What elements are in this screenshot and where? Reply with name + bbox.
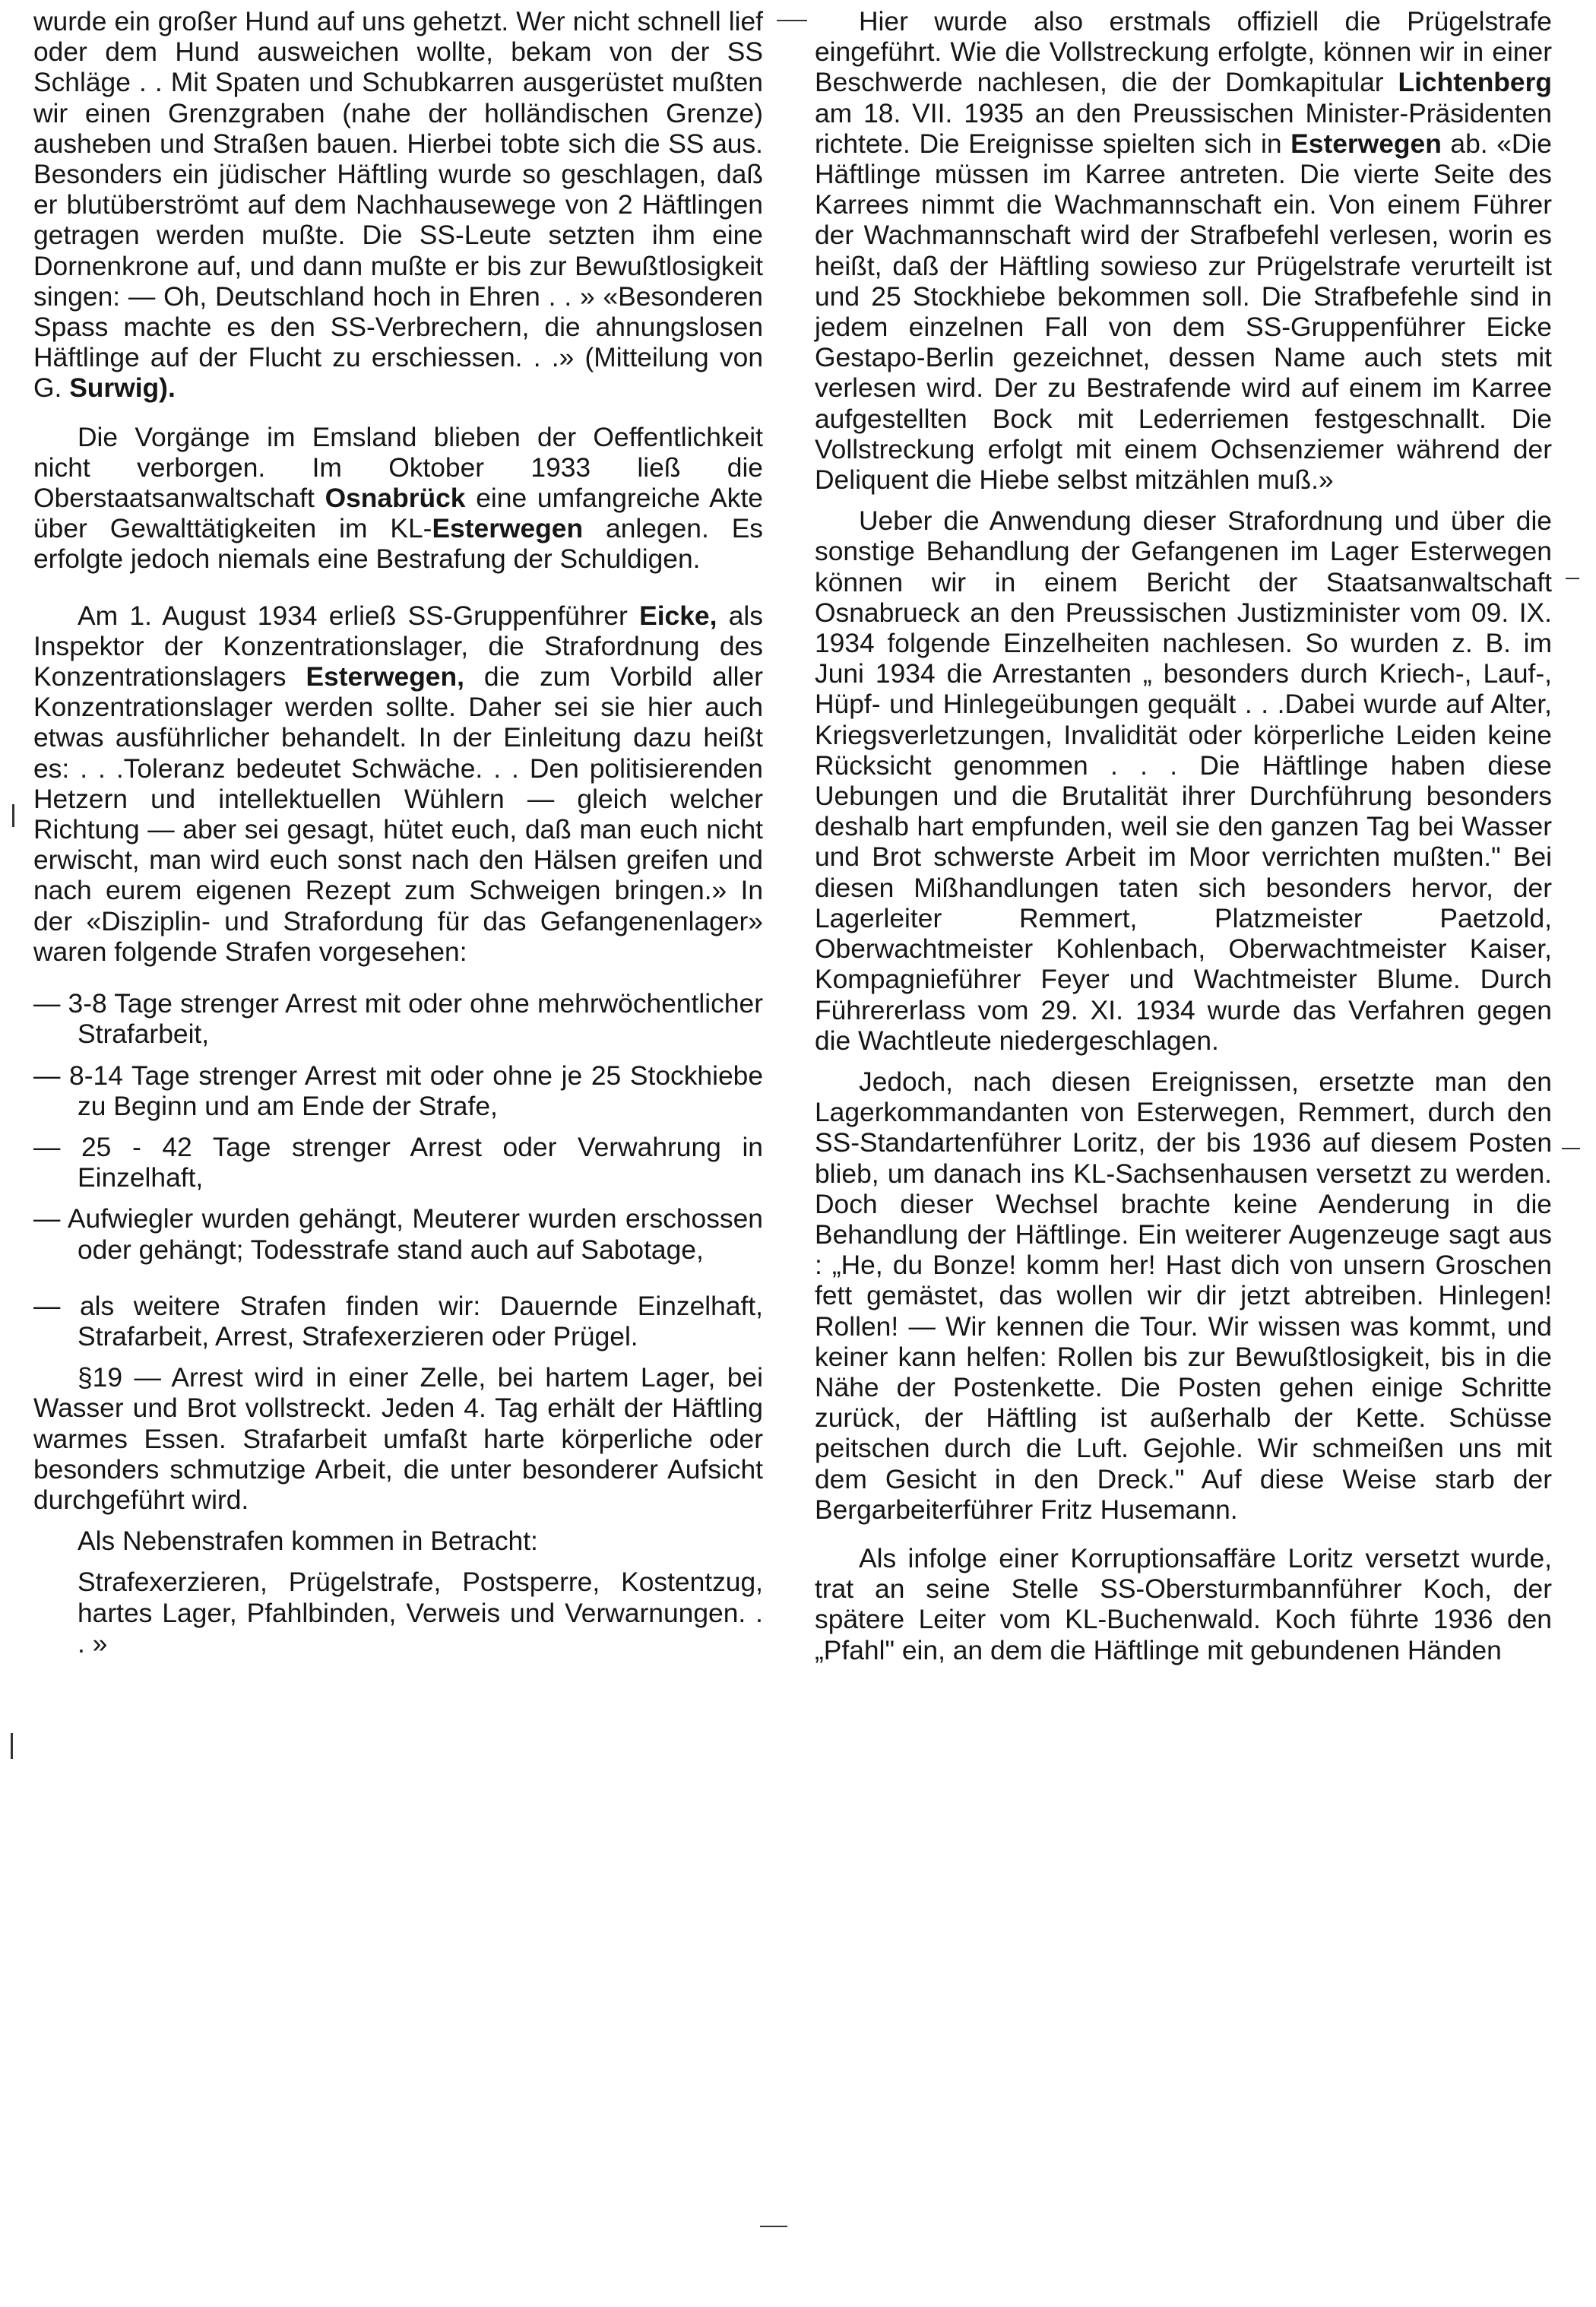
list-item: — 25 - 42 Tage strenger Arrest oder Verwahrung in Einzelhaft, [33, 1131, 763, 1193]
paragraph-koch: Als infolge einer Korruptionsaffäre Loritz versetzt wurde, trat an seine Stelle SS-Obersturmbannführer Koch, der spätere Leiter vom KL-Buchenwald. Koch führte 1936 den „Pfahl" ein, an dem die Häftlinge mit gebundenen Händen [815, 1542, 1552, 1665]
list-item-extra: — als weitere Strafen finden wir: Dauernde Einzelhaft, Strafarbeit, Arrest, Strafexerzieren oder Prügel. [33, 1290, 763, 1352]
list-item: — Aufwiegler wurden gehängt, Meuterer wurden erschossen oder gehängt; Todesstrafe stand auch auf Sabotage, [33, 1203, 763, 1265]
paragraph-strafordnung: Ueber die Anwendung dieser Strafordnung und über die sonstige Behandlung der Gefangenen im Lager Esterwegen können wir in einem Bericht der Staatsanwaltschaft Osnabrueck an den Preussischen Justizminister vom 09. IX. 1934 folgende Einzelheiten nachlesen. So wurden z. B. im Juni 1934 die Arrestanten „ besonders durch Kriech-, Lauf-, Hüpf- und Hinlegeübungen gequält . . .Dabei wurde auf Alter, Kriegsverletzungen, Invalidität oder körperliche Leiden keine Rücksicht genommen . . . Die Häftlinge haben diese Uebungen und die Brutalität ihrer Durchführung besonders deshalb hart empfunden, weil sie den ganzen Tag bei Wasser und Brot schwerste Arbeit im Moor verrichten mußten." Bei diesen Mißhandlungen taten sich besonders hervor, der Lagerleiter Remmert, Platzmeister Paetzold, Oberwachtmeister Kohlenbach, Oberwachtmeister Kaiser, Kompagnieführer Feyer und Wachtmeister Blume. Durch Führererlass vom 29. XI. 1934 wurde das Verfahren gegen die Wachtleute niedergeschlagen. [815, 505, 1552, 1056]
list-item: — 8-14 Tage strenger Arrest mit oder ohne je 25 Stockhiebe zu Beginn und am Ende der Strafe, [33, 1060, 763, 1121]
paragraph-pruegelstrafe: Hier wurde also erstmals offiziell die Prügelstrafe eingeführt. Wie die Vollstreckung erfolgte, können wir in einer Beschwerde nachlesen, die der Domkapitular Lichtenberg am 18. VII. 1935 an den Preussischen Minister-Präsidenten richtete. Die Ereignisse spielten sich in Esterwegen ab. «Die Häftlinge müssen im Karree antreten. Die vierte Seite des Karrees nimmt die Wachmannschaft ein. Von einem Führer der Wachmannschaft wird der Strafbefehl verlesen, worin es heißt, daß der Häftling sowieso zur Prügelstrafe verurteilt ist und 25 Stockhiebe bekommen soll. Die Strafbefehle sind in jedem einzelnen Fall von dem SS-Gruppenführer Eicke Gestapo-Berlin gezeichnet, dessen Name auch stets mit verlesen wird. Der zu Bestrafende wird auf einem im Karree aufgestellten Bock mit Lederriemen festgeschnallt. Die Vollstreckung erfolgt mit einem Ochsenziemer während der Deliquent die Hiebe selbst mitzählen muß.» [815, 6, 1552, 496]
nebenstrafen-title: Als Nebenstrafen kommen in Betracht: [78, 1526, 538, 1557]
paragraph-hund: wurde ein großer Hund auf uns gehetzt. Wer nicht schnell lief oder dem Hund ausweichen wollte, bekam von der SS Schläge . . Mit Spaten und Schubkarren ausgerüstet mußten wir einen Grenzgraben (nahe der holländischen Grenze) ausheben und Straßen bauen. Hierbei tobte sich die SS aus. Besonders ein jüdischer Häftling wurde so geschlagen, daß er blutüberströmt auf dem Nachhausewege von 2 Häftlingen getragen werden mußte. Die SS-Leute setzten ihm eine Dornenkrone auf, und dann mußte er bis zur Bewußtlosigkeit singen: — Oh, Deutschland hoch in Ehren . . » «Besonderen Spass machte es den SS-Verbrechern, die ahnungslosen Häftlinge auf der Flucht zu erschiessen. . .» (Mitteilung von G. Surwig). [33, 6, 763, 404]
scan-mark [777, 20, 807, 21]
paragraph-emsland: Die Vorgänge im Emsland blieben der Oeffentlichkeit nicht verborgen. Im Oktober 1933 ließ die Oberstaatsanwaltschaft Osnabrück eine umfangreiche Akte über Gewalttätigkeiten im KL-Esterwegen anlegen. Es erfolgte jedoch niemals eine Bestrafung der Schuldigen. [33, 421, 763, 575]
paragraph-eicke: Am 1. August 1934 erließ SS-Gruppenführer Eicke, als Inspektor der Konzentrationslager, die Strafordnung des Konzentrationslagers Esterwegen, die zum Vorbild aller Konzentrationslager werden sollte. Daher sei sie hier auch etwas ausführlicher behandelt. In der Einleitung dazu heißt es: . . .Toleranz bedeutet Schwäche. . . Den politisierenden Hetzern und intellektuellen Wühlern — gleich welcher Richtung — aber sei gesagt, hütet euch, daß man euch nicht erwischt, man wird euch sonst nach den Hälsen greifen und nach eurem eigenen Rezept zum Schweigen bringen.» In der «Disziplin- und Strafordung für das Gefangenenlager» waren folgende Strafen vorgesehen: [33, 600, 763, 967]
name-surwig: Surwig). [69, 372, 176, 404]
scan-mark [1566, 578, 1579, 579]
left-column [33, 6, 763, 1659]
paragraph-19: §19 — Arrest wird in einer Zelle, bei hartem Lager, bei Wasser und Brot vollstreckt. Jeden 4. Tag erhält der Häftling warmes Essen. Strafarbeit umfaßt harte körperliche oder besonders schmutzige Arbeit, die unter besonderer Aufsicht durchgeführt wird. [33, 1362, 763, 1515]
list-item: — 3-8 Tage strenger Arrest mit oder ohne mehrwöchentlicher Strafarbeit, [33, 988, 763, 1050]
right-column [815, 6, 1552, 1665]
scan-mark [760, 2226, 787, 2227]
scan-mark [1562, 1148, 1580, 1149]
paragraph-loritz: Jedoch, nach diesen Ereignissen, ersetzte man den Lagerkommandanten von Esterwegen, Remmert, durch den SS-Standartenführer Loritz, der bis 1936 auf diesem Posten blieb, um danach ins KL-Sachsenhausen versetzt zu werden. Doch dieser Wechsel brachte keine Aenderung in die Behandlung der Häftlinge. Ein weiterer Augenzeuge sagt aus : „He, du Bonze! komm her! Hast dich von unsern Groschen fett gemästet, das wollen wir dir jetzt abtreiben. Hinlegen! Rollen! — Wir kennen die Tour. Wir wissen was kommt, und keiner kann helfen: Rollen bis zur Bewußtlosigkeit, bis in die Nähe der Postenkette. Die Posten gehen einige Schritte zurück, der Häftling ist außerhalb der Kette. Schüsse peitschen durch die Luft. Gejohle. Wir schmeißen uns mit dem Gesicht in den Dreck." Auf diese Weise starb der Bergarbeiterführer Fritz Husemann. [815, 1066, 1552, 1525]
scan-mark [11, 1733, 13, 1759]
scan-mark [12, 804, 14, 827]
nebenstrafen-text: Strafexerzieren, Prügelstrafe, Postsperre, Kostentzug, hartes Lager, Pfahlbinden, Verweis und Verwarnungen. . . » [78, 1567, 763, 1659]
